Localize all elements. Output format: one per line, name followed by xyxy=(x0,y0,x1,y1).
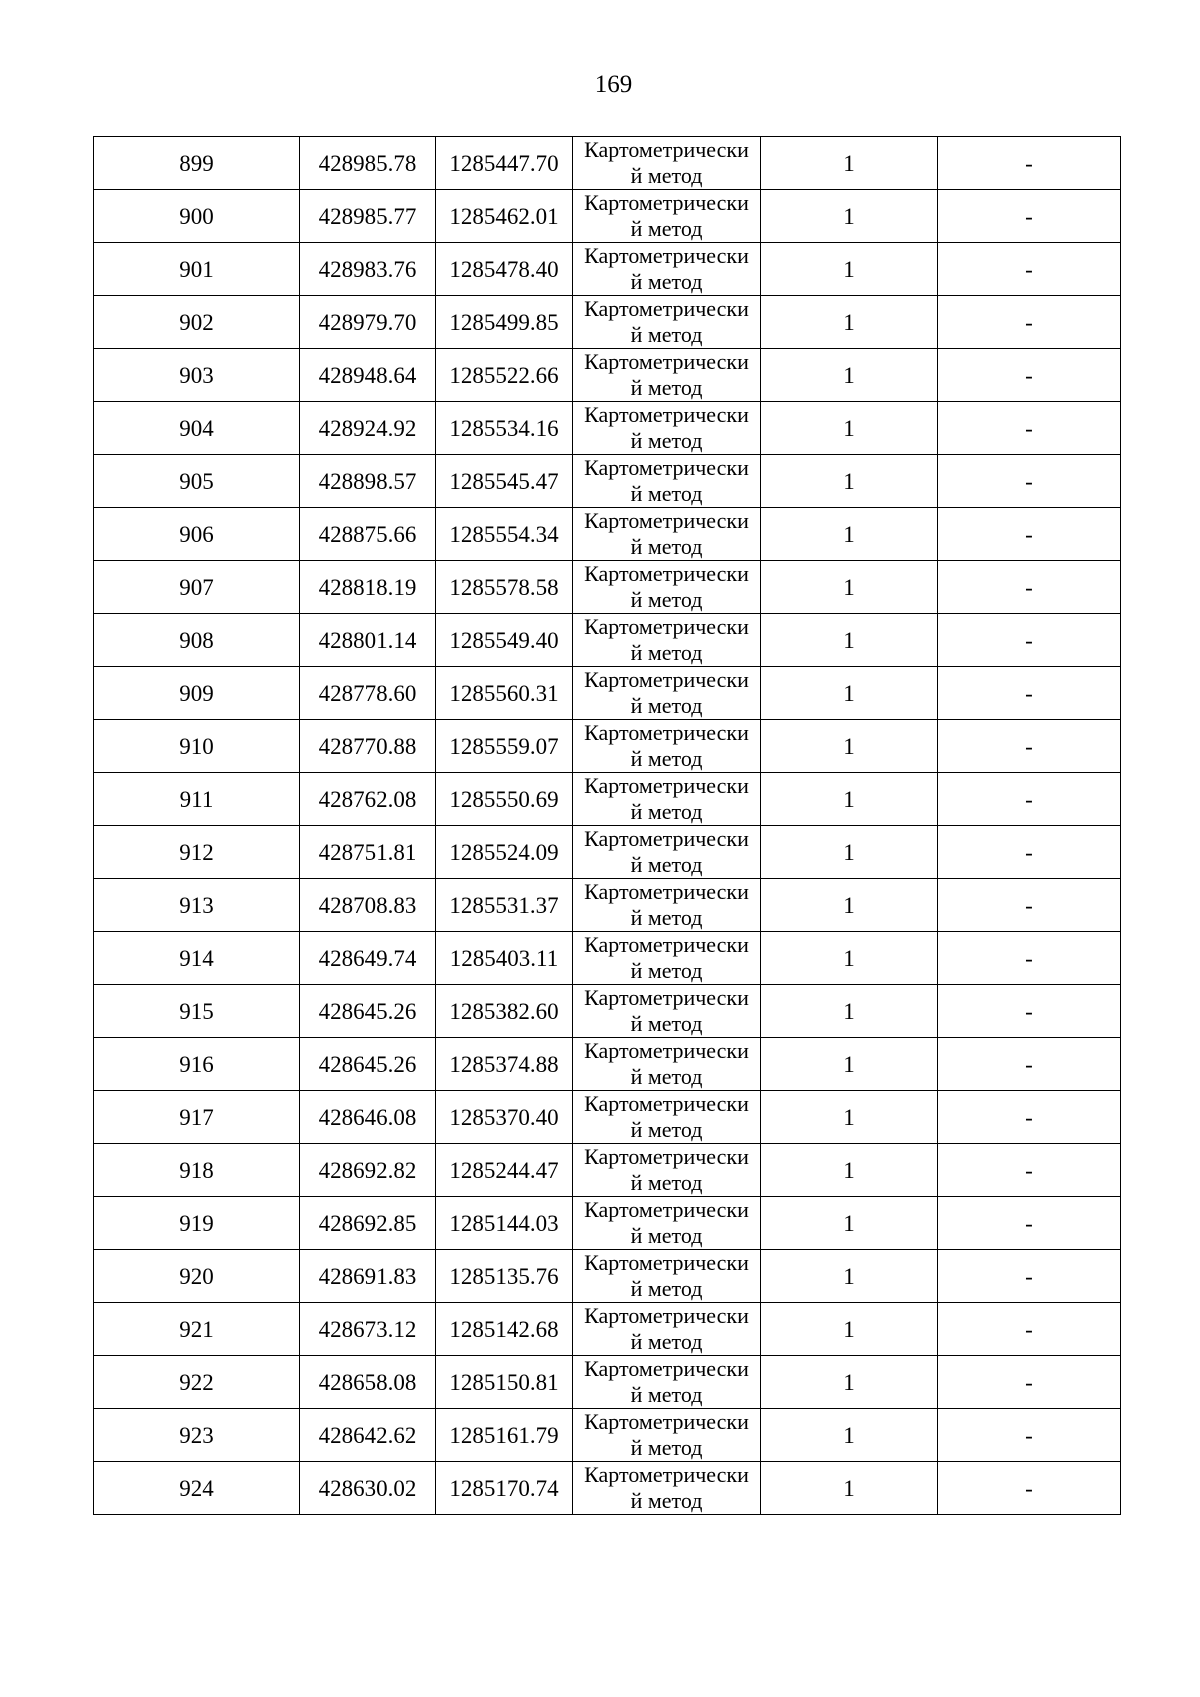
method-text-line: й метод xyxy=(630,216,703,241)
table-row xyxy=(94,667,1121,720)
method-cell xyxy=(573,720,761,773)
accuracy-cell: 1 xyxy=(761,1144,938,1197)
note-cell: - xyxy=(938,1250,1121,1303)
accuracy-cell: 1 xyxy=(761,773,938,826)
note-cell: - xyxy=(938,1144,1121,1197)
method-cell xyxy=(573,508,761,561)
note-cell: - xyxy=(938,1409,1121,1462)
accuracy-cell: 1 xyxy=(761,1462,938,1515)
table-row xyxy=(94,137,1121,190)
method-text-line: й метод xyxy=(630,640,703,665)
table-row xyxy=(94,1303,1121,1356)
method-text-line: й метод xyxy=(630,1382,703,1407)
point-number-cell: 905 xyxy=(94,455,300,508)
table-row xyxy=(94,1356,1121,1409)
method-text-line: Картометрически xyxy=(584,455,749,480)
y-coordinate-cell: 1285550.69 xyxy=(436,773,573,826)
x-coordinate-cell: 428658.08 xyxy=(300,1356,436,1409)
method-text-line: Картометрически xyxy=(584,349,749,374)
accuracy-cell: 1 xyxy=(761,402,938,455)
point-number-cell: 922 xyxy=(94,1356,300,1409)
y-coordinate-cell: 1285545.47 xyxy=(436,455,573,508)
table-row xyxy=(94,1462,1121,1515)
table-row xyxy=(94,349,1121,402)
accuracy-cell: 1 xyxy=(761,1356,938,1409)
method-cell xyxy=(573,190,761,243)
point-number-cell: 917 xyxy=(94,1091,300,1144)
note-cell: - xyxy=(938,1356,1121,1409)
y-coordinate-cell: 1285144.03 xyxy=(436,1197,573,1250)
accuracy-cell: 1 xyxy=(761,1091,938,1144)
table-row xyxy=(94,561,1121,614)
table-row xyxy=(94,614,1121,667)
note-cell: - xyxy=(938,1091,1121,1144)
method-cell xyxy=(573,1462,761,1515)
note-cell: - xyxy=(938,932,1121,985)
y-coordinate-cell: 1285170.74 xyxy=(436,1462,573,1515)
coordinates-table xyxy=(93,136,1121,1515)
method-text-line: Картометрически xyxy=(584,879,749,904)
x-coordinate-cell: 428875.66 xyxy=(300,508,436,561)
y-coordinate-cell: 1285244.47 xyxy=(436,1144,573,1197)
table-row xyxy=(94,1091,1121,1144)
method-text-line: Картометрически xyxy=(584,720,749,745)
method-text-line: Картометрически xyxy=(584,1356,749,1381)
y-coordinate-cell: 1285161.79 xyxy=(436,1409,573,1462)
y-coordinate-cell: 1285531.37 xyxy=(436,879,573,932)
method-cell xyxy=(573,296,761,349)
method-text-line: Картометрически xyxy=(584,190,749,215)
x-coordinate-cell: 428708.83 xyxy=(300,879,436,932)
method-cell xyxy=(573,349,761,402)
method-text-line: Картометрически xyxy=(584,614,749,639)
method-cell xyxy=(573,1409,761,1462)
table-row xyxy=(94,773,1121,826)
method-text-line: Картометрически xyxy=(584,243,749,268)
x-coordinate-cell: 428630.02 xyxy=(300,1462,436,1515)
table-row xyxy=(94,190,1121,243)
accuracy-cell: 1 xyxy=(761,296,938,349)
y-coordinate-cell: 1285549.40 xyxy=(436,614,573,667)
method-text-line: Картометрически xyxy=(584,1091,749,1116)
table-row xyxy=(94,879,1121,932)
method-text-line: й метод xyxy=(630,852,703,877)
y-coordinate-cell: 1285403.11 xyxy=(436,932,573,985)
table-row xyxy=(94,985,1121,1038)
point-number-cell: 919 xyxy=(94,1197,300,1250)
y-coordinate-cell: 1285524.09 xyxy=(436,826,573,879)
method-text-line: Картометрически xyxy=(584,561,749,586)
x-coordinate-cell: 428649.74 xyxy=(300,932,436,985)
method-text-line: й метод xyxy=(630,958,703,983)
method-cell xyxy=(573,773,761,826)
table-body xyxy=(94,137,1121,1515)
x-coordinate-cell: 428801.14 xyxy=(300,614,436,667)
method-text-line: й метод xyxy=(630,163,703,188)
table-row xyxy=(94,243,1121,296)
table-row xyxy=(94,508,1121,561)
method-text-line: й метод xyxy=(630,799,703,824)
x-coordinate-cell: 428762.08 xyxy=(300,773,436,826)
accuracy-cell: 1 xyxy=(761,720,938,773)
method-text-line: й метод xyxy=(630,1223,703,1248)
note-cell: - xyxy=(938,879,1121,932)
point-number-cell: 906 xyxy=(94,508,300,561)
point-number-cell: 901 xyxy=(94,243,300,296)
point-number-cell: 900 xyxy=(94,190,300,243)
method-text-line: й метод xyxy=(630,269,703,294)
accuracy-cell: 1 xyxy=(761,1197,938,1250)
accuracy-cell: 1 xyxy=(761,985,938,1038)
method-text-line: й метод xyxy=(630,375,703,400)
accuracy-cell: 1 xyxy=(761,1250,938,1303)
point-number-cell: 918 xyxy=(94,1144,300,1197)
point-number-cell: 909 xyxy=(94,667,300,720)
note-cell: - xyxy=(938,667,1121,720)
accuracy-cell: 1 xyxy=(761,190,938,243)
accuracy-cell: 1 xyxy=(761,826,938,879)
method-text-line: Картометрически xyxy=(584,1462,749,1487)
accuracy-cell: 1 xyxy=(761,614,938,667)
method-cell xyxy=(573,402,761,455)
table-row xyxy=(94,720,1121,773)
accuracy-cell: 1 xyxy=(761,137,938,190)
method-text-line: Картометрически xyxy=(584,826,749,851)
x-coordinate-cell: 428979.70 xyxy=(300,296,436,349)
x-coordinate-cell: 428924.92 xyxy=(300,402,436,455)
method-cell xyxy=(573,1144,761,1197)
y-coordinate-cell: 1285447.70 xyxy=(436,137,573,190)
note-cell: - xyxy=(938,349,1121,402)
note-cell: - xyxy=(938,137,1121,190)
method-cell xyxy=(573,667,761,720)
note-cell: - xyxy=(938,243,1121,296)
method-cell xyxy=(573,826,761,879)
method-text-line: й метод xyxy=(630,1435,703,1460)
method-text-line: Картометрически xyxy=(584,1144,749,1169)
note-cell: - xyxy=(938,402,1121,455)
y-coordinate-cell: 1285462.01 xyxy=(436,190,573,243)
accuracy-cell: 1 xyxy=(761,1038,938,1091)
x-coordinate-cell: 428898.57 xyxy=(300,455,436,508)
method-cell xyxy=(573,1250,761,1303)
method-text-line: й метод xyxy=(630,428,703,453)
x-coordinate-cell: 428691.83 xyxy=(300,1250,436,1303)
accuracy-cell: 1 xyxy=(761,561,938,614)
method-text-line: Картометрически xyxy=(584,932,749,957)
method-text-line: Картометрически xyxy=(584,1038,749,1063)
y-coordinate-cell: 1285374.88 xyxy=(436,1038,573,1091)
accuracy-cell: 1 xyxy=(761,243,938,296)
method-text-line: й метод xyxy=(630,1488,703,1513)
method-text-line: й метод xyxy=(630,746,703,771)
x-coordinate-cell: 428770.88 xyxy=(300,720,436,773)
method-cell xyxy=(573,985,761,1038)
method-cell xyxy=(573,1091,761,1144)
note-cell: - xyxy=(938,508,1121,561)
method-text-line: й метод xyxy=(630,1064,703,1089)
x-coordinate-cell: 428985.78 xyxy=(300,137,436,190)
y-coordinate-cell: 1285560.31 xyxy=(436,667,573,720)
x-coordinate-cell: 428642.62 xyxy=(300,1409,436,1462)
point-number-cell: 915 xyxy=(94,985,300,1038)
method-text-line: Картометрически xyxy=(584,137,749,162)
method-text-line: й метод xyxy=(630,1276,703,1301)
point-number-cell: 899 xyxy=(94,137,300,190)
method-text-line: й метод xyxy=(630,1011,703,1036)
y-coordinate-cell: 1285554.34 xyxy=(436,508,573,561)
table-row xyxy=(94,1250,1121,1303)
y-coordinate-cell: 1285499.85 xyxy=(436,296,573,349)
x-coordinate-cell: 428778.60 xyxy=(300,667,436,720)
method-text-line: Картометрически xyxy=(584,667,749,692)
point-number-cell: 914 xyxy=(94,932,300,985)
method-cell xyxy=(573,1303,761,1356)
x-coordinate-cell: 428646.08 xyxy=(300,1091,436,1144)
y-coordinate-cell: 1285370.40 xyxy=(436,1091,573,1144)
table-row xyxy=(94,932,1121,985)
accuracy-cell: 1 xyxy=(761,667,938,720)
y-coordinate-cell: 1285382.60 xyxy=(436,985,573,1038)
x-coordinate-cell: 428692.82 xyxy=(300,1144,436,1197)
point-number-cell: 924 xyxy=(94,1462,300,1515)
method-text-line: й метод xyxy=(630,1329,703,1354)
x-coordinate-cell: 428673.12 xyxy=(300,1303,436,1356)
x-coordinate-cell: 428645.26 xyxy=(300,985,436,1038)
x-coordinate-cell: 428818.19 xyxy=(300,561,436,614)
table-row xyxy=(94,1144,1121,1197)
method-text-line: Картометрически xyxy=(584,1409,749,1434)
method-text-line: Картометрически xyxy=(584,296,749,321)
note-cell: - xyxy=(938,1197,1121,1250)
method-cell xyxy=(573,455,761,508)
method-cell xyxy=(573,243,761,296)
x-coordinate-cell: 428948.64 xyxy=(300,349,436,402)
point-number-cell: 920 xyxy=(94,1250,300,1303)
method-text-line: Картометрически xyxy=(584,508,749,533)
method-text-line: й метод xyxy=(630,905,703,930)
table-row xyxy=(94,1038,1121,1091)
point-number-cell: 916 xyxy=(94,1038,300,1091)
method-text-line: й метод xyxy=(630,1117,703,1142)
point-number-cell: 902 xyxy=(94,296,300,349)
table-row xyxy=(94,1409,1121,1462)
x-coordinate-cell: 428983.76 xyxy=(300,243,436,296)
x-coordinate-cell: 428645.26 xyxy=(300,1038,436,1091)
y-coordinate-cell: 1285578.58 xyxy=(436,561,573,614)
point-number-cell: 907 xyxy=(94,561,300,614)
method-text-line: Картометрически xyxy=(584,773,749,798)
note-cell: - xyxy=(938,720,1121,773)
method-text-line: й метод xyxy=(630,693,703,718)
method-text-line: Картометрически xyxy=(584,1197,749,1222)
y-coordinate-cell: 1285534.16 xyxy=(436,402,573,455)
note-cell: - xyxy=(938,773,1121,826)
point-number-cell: 912 xyxy=(94,826,300,879)
method-text-line: й метод xyxy=(630,322,703,347)
method-cell xyxy=(573,137,761,190)
method-text-line: Картометрически xyxy=(584,985,749,1010)
table-row xyxy=(94,1197,1121,1250)
method-cell xyxy=(573,1038,761,1091)
method-cell xyxy=(573,932,761,985)
y-coordinate-cell: 1285478.40 xyxy=(436,243,573,296)
accuracy-cell: 1 xyxy=(761,1409,938,1462)
accuracy-cell: 1 xyxy=(761,879,938,932)
x-coordinate-cell: 428751.81 xyxy=(300,826,436,879)
method-text-line: й метод xyxy=(630,1170,703,1195)
note-cell: - xyxy=(938,190,1121,243)
note-cell: - xyxy=(938,1038,1121,1091)
x-coordinate-cell: 428692.85 xyxy=(300,1197,436,1250)
note-cell: - xyxy=(938,826,1121,879)
y-coordinate-cell: 1285559.07 xyxy=(436,720,573,773)
note-cell: - xyxy=(938,985,1121,1038)
table-row xyxy=(94,296,1121,349)
point-number-cell: 913 xyxy=(94,879,300,932)
note-cell: - xyxy=(938,455,1121,508)
method-text-line: Картометрически xyxy=(584,402,749,427)
point-number-cell: 923 xyxy=(94,1409,300,1462)
note-cell: - xyxy=(938,1303,1121,1356)
accuracy-cell: 1 xyxy=(761,455,938,508)
y-coordinate-cell: 1285150.81 xyxy=(436,1356,573,1409)
x-coordinate-cell: 428985.77 xyxy=(300,190,436,243)
note-cell: - xyxy=(938,296,1121,349)
accuracy-cell: 1 xyxy=(761,508,938,561)
note-cell: - xyxy=(938,614,1121,667)
y-coordinate-cell: 1285135.76 xyxy=(436,1250,573,1303)
method-text-line: Картометрически xyxy=(584,1303,749,1328)
method-cell xyxy=(573,614,761,667)
point-number-cell: 911 xyxy=(94,773,300,826)
accuracy-cell: 1 xyxy=(761,932,938,985)
table-row xyxy=(94,402,1121,455)
point-number-cell: 910 xyxy=(94,720,300,773)
table-row xyxy=(94,826,1121,879)
method-text-line: Картометрически xyxy=(584,1250,749,1275)
method-cell xyxy=(573,561,761,614)
table-row xyxy=(94,455,1121,508)
y-coordinate-cell: 1285522.66 xyxy=(436,349,573,402)
method-text-line: й метод xyxy=(630,534,703,559)
accuracy-cell: 1 xyxy=(761,349,938,402)
method-text-line: й метод xyxy=(630,481,703,506)
point-number-cell: 921 xyxy=(94,1303,300,1356)
point-number-cell: 903 xyxy=(94,349,300,402)
method-cell xyxy=(573,1197,761,1250)
method-cell xyxy=(573,879,761,932)
point-number-cell: 904 xyxy=(94,402,300,455)
point-number-cell: 908 xyxy=(94,614,300,667)
page-number: 169 xyxy=(594,71,633,98)
y-coordinate-cell: 1285142.68 xyxy=(436,1303,573,1356)
method-cell xyxy=(573,1356,761,1409)
method-text-line: й метод xyxy=(630,587,703,612)
note-cell: - xyxy=(938,561,1121,614)
accuracy-cell: 1 xyxy=(761,1303,938,1356)
note-cell: - xyxy=(938,1462,1121,1515)
